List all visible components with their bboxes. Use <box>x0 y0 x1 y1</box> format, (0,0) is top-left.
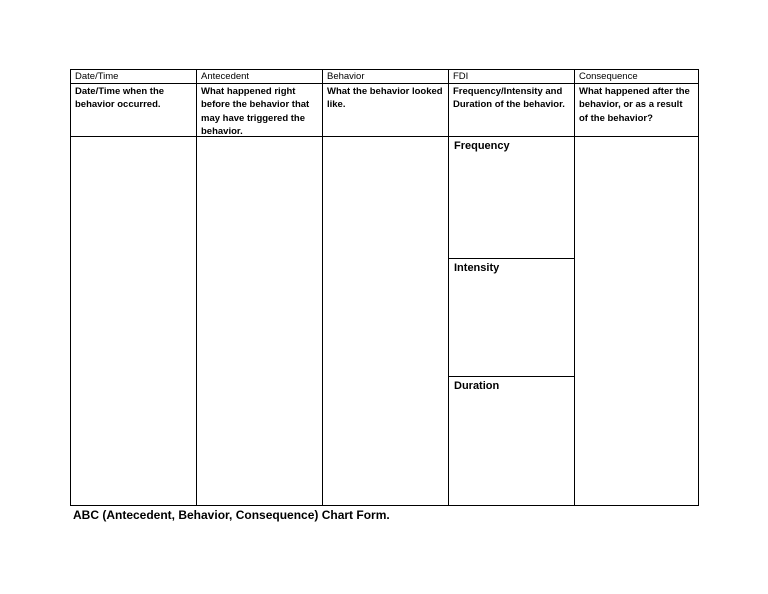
column-title-behavior: Behavior <box>323 70 448 84</box>
fdi-duration-label: Duration <box>454 380 500 392</box>
column-antecedent <box>196 70 322 505</box>
column-title-consequence: Consequence <box>575 70 698 84</box>
fdi-duration-cell <box>449 377 574 505</box>
column-title-antecedent: Antecedent <box>197 70 322 84</box>
column-description-date-time: Date/Time when the behavior occurred. <box>71 84 196 137</box>
column-description-consequence: What happened after the behavior, or as a result of the behavior? <box>575 84 698 137</box>
fdi-intensity-label: Intensity <box>454 262 500 274</box>
column-title-date-time: Date/Time <box>71 70 196 84</box>
fdi-intensity-cell <box>449 259 574 377</box>
column-date-time <box>71 70 196 505</box>
fdi-frequency-label: Frequency <box>454 140 510 152</box>
fdi-frequency-cell <box>449 137 574 259</box>
column-consequence <box>574 70 698 505</box>
column-description-antecedent: What happened right before the behavior that may have triggered the behavior. <box>197 84 322 137</box>
column-behavior <box>322 70 448 505</box>
column-description-fdi: Frequency/Intensity and Duration of the behavior. <box>449 84 574 137</box>
form-caption: ABC (Antecedent, Behavior, Consequence) Chart Form. <box>73 508 390 522</box>
column-title-fdi: FDI <box>449 70 574 84</box>
abc-chart-table <box>70 69 699 506</box>
column-fdi <box>448 70 574 505</box>
column-description-behavior: What the behavior looked like. <box>323 84 448 137</box>
